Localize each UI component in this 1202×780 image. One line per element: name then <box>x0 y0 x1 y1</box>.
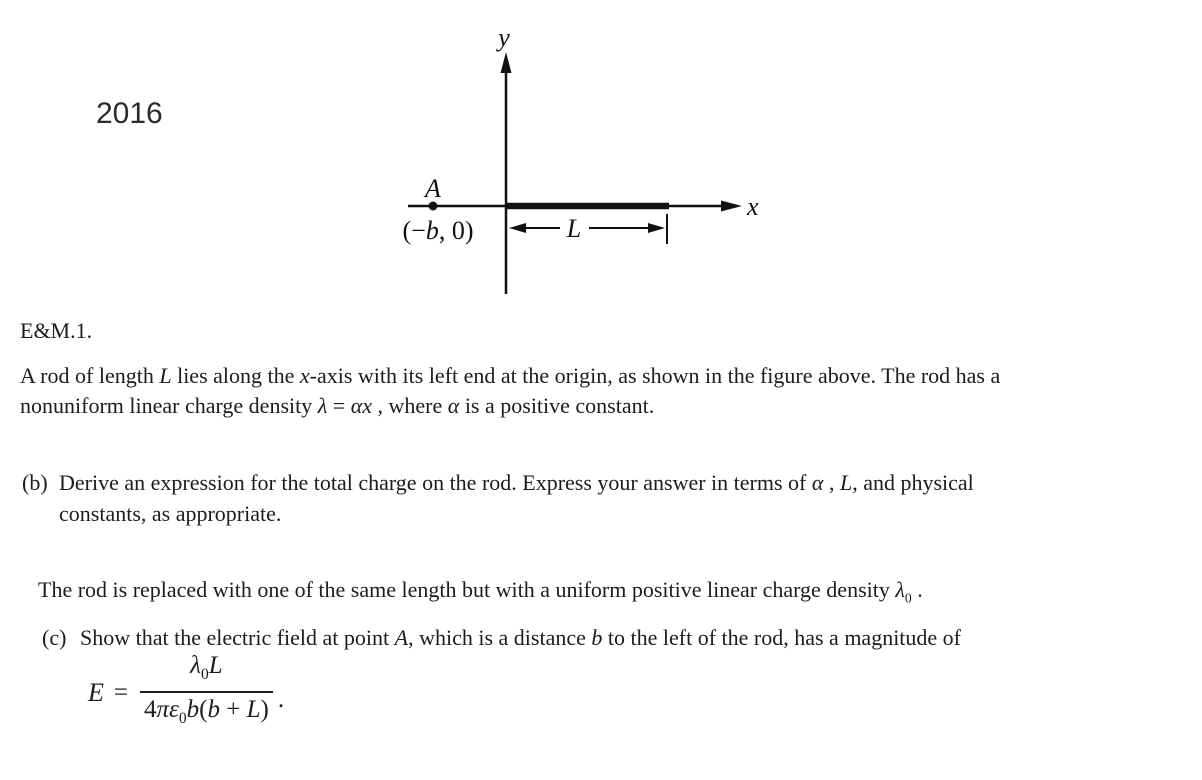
expr-alpha-x: αx <box>350 393 372 418</box>
replacement-statement <box>38 575 923 613</box>
var-A: A <box>394 625 409 650</box>
subscript-zero: 0 <box>200 666 209 683</box>
text-run: Show that the electric field at point <box>80 625 395 650</box>
var-L: L <box>246 696 261 723</box>
part-c-text <box>80 622 961 653</box>
part-b-line-2: constants, as appropriate. <box>59 501 282 526</box>
var-alpha: α <box>811 470 824 495</box>
intro-paragraph <box>20 361 1000 421</box>
eq-numerator <box>176 653 236 691</box>
text-run: . <box>911 577 923 602</box>
text-run: A rod of length <box>20 363 160 388</box>
eq-lhs-E: E <box>88 678 104 707</box>
dimension-arrow-left-icon <box>509 223 526 233</box>
part-b-text <box>59 467 974 529</box>
electric-field-equation <box>88 653 284 733</box>
pi-epsilon: πε <box>156 696 179 723</box>
text-run: , and physical <box>852 470 974 495</box>
text-run: , which is a distance <box>408 625 592 650</box>
var-x: x <box>299 363 310 388</box>
eq-fraction <box>140 653 273 733</box>
eq-period: . <box>277 686 285 713</box>
length-label: L <box>566 214 582 243</box>
point-a-coords: (−b, 0) <box>402 216 474 245</box>
part-c <box>42 622 961 653</box>
paren-close: ) <box>260 696 269 723</box>
paren-open: ( <box>199 696 208 723</box>
year-label: 2016 <box>96 97 163 130</box>
coef-4: 4 <box>144 696 157 723</box>
point-a-label: A <box>425 174 441 203</box>
text-run: nonuniform linear charge density <box>20 393 318 418</box>
var-L: L <box>159 363 172 388</box>
intro-line-1 <box>20 361 1000 391</box>
text-run: = <box>327 393 351 418</box>
text-run: is a positive constant. <box>459 393 655 418</box>
problem-heading: E&M.1. <box>20 318 93 343</box>
x-axis-arrowhead-icon <box>721 201 742 212</box>
text-run: -axis with its left end at the origin, as shown in the figure above. The rod has a <box>309 363 1001 388</box>
rod-diagram <box>388 18 768 310</box>
var-b: b <box>207 696 220 723</box>
y-axis-label: y <box>498 23 510 52</box>
var-L: L <box>839 470 853 495</box>
var-b: b <box>186 696 200 723</box>
dimension-arrow-right-icon <box>648 223 665 233</box>
part-c-label: (c) <box>42 625 67 650</box>
plus-sign: + <box>219 696 247 723</box>
part-b-label: (b) <box>22 470 48 495</box>
var-lambda: λ <box>190 652 201 679</box>
subscript-zero: 0 <box>904 590 912 606</box>
var-alpha: α <box>447 393 460 418</box>
text-run: The rod is replaced with one of the same length but with a uniform positive linear charge density <box>38 577 896 602</box>
eq-denominator <box>140 691 273 733</box>
part-b-line-1 <box>59 467 974 498</box>
var-b: b <box>591 625 603 650</box>
text-run: to the left of the rod, has a magnitude of <box>602 625 962 650</box>
subscript-zero: 0 <box>178 710 187 727</box>
text-run: lies along the <box>171 363 300 388</box>
x-axis-label: x <box>747 192 759 221</box>
var-lambda: λ <box>317 393 328 418</box>
var-lambda: λ <box>895 577 905 602</box>
eq-equals-sign: = <box>113 679 128 706</box>
text-run: , where <box>372 393 448 418</box>
part-b <box>22 467 974 529</box>
intro-line-2 <box>20 391 1000 421</box>
var-L: L <box>208 652 223 679</box>
text-run: Derive an expression for the total charge on the rod. Express your answer in terms of <box>59 470 812 495</box>
text-run: , <box>823 470 840 495</box>
y-axis-arrowhead-icon <box>501 52 512 73</box>
